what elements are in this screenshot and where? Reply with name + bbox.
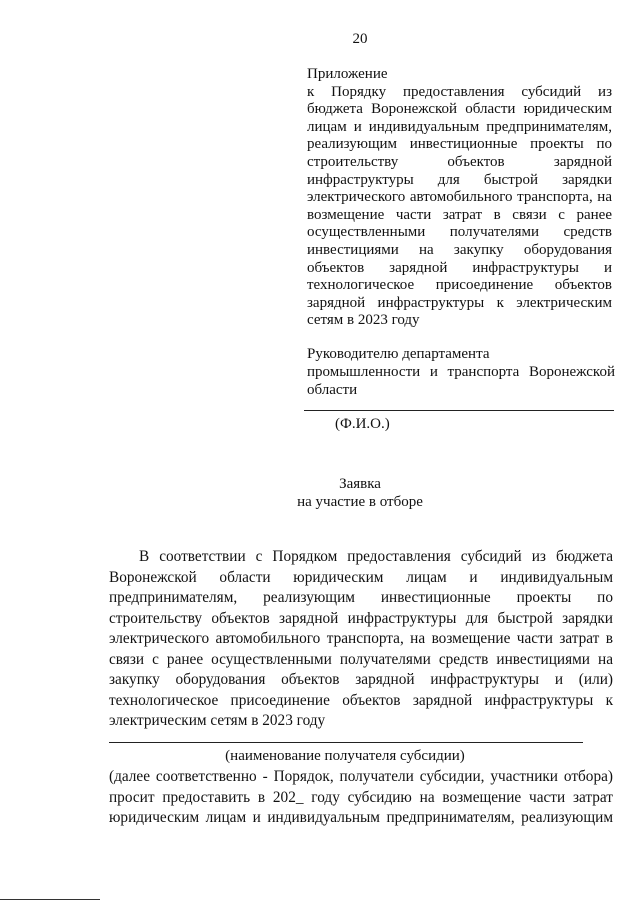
request-title: Заявка — [339, 476, 381, 492]
main-paragraph: В соответствии с Порядком предоставления субсидий из бюджета Воронежской области юридическим лицам и индивидуальным предпринимателям, реализующим инвестиционные проекты по строительству объектов зарядной инфраструктуры для быстрой зарядки электрического автомобильного транспорта, на возмещение части затрат в связи с ранее осуществленными получателями средств инвестициями на закупку оборудования объектов зарядной инфраструктуры и (или) технологическое присоединение объектов зарядной инфраструктуры к электрическим сетям в 2023 году — [109, 548, 613, 729]
appendix-heading: Приложение — [307, 66, 388, 82]
footnote-rule — [0, 899, 100, 900]
appendix-body: к Порядку предоставления субсидий из бюджета Воронежской области юридическим лицам и индивидуальным предпринимателям, реализующим инвестиционные проекты по строительству объектов зарядной инфраструктуры для быстрой зарядки электрического автомобильного транспорта, на возмещение части затрат в связи с ранее осуществленными получателями средств инвестициями на закупку оборудования объектов зарядной инфраструктуры и технологическое присоединение объектов зарядной инфраструктуры к электрическим сетям в 2023 году — [307, 83, 612, 329]
continuation-line-2: просит предоставить в 202_ году субсидию на возмещение части затрат — [109, 788, 613, 806]
request-subtitle: на участие в отборе — [297, 494, 423, 510]
addressee-block — [307, 345, 615, 399]
addressee-line-1: Руководителю департамента — [307, 346, 490, 362]
appendix-block — [307, 66, 612, 330]
fio-label: (Ф.И.О.) — [335, 416, 390, 432]
addressee-line-3: области — [307, 382, 358, 398]
page-number: 20 — [352, 31, 368, 47]
addressee-line-2: промышленности и транспорта Воронежской — [307, 364, 615, 380]
continuation-line-1: (далее соответственно - Порядок, получатели субсидии, участники отбора) — [109, 768, 613, 785]
fio-signature-line — [304, 410, 614, 411]
recipient-name-line — [109, 742, 583, 743]
continuation-line-3: юридическим лицам и индивидуальным предпринимателям, реализующим — [109, 809, 613, 826]
recipient-label: (наименование получателя субсидии) — [225, 748, 465, 764]
continuation-paragraph — [109, 767, 613, 829]
